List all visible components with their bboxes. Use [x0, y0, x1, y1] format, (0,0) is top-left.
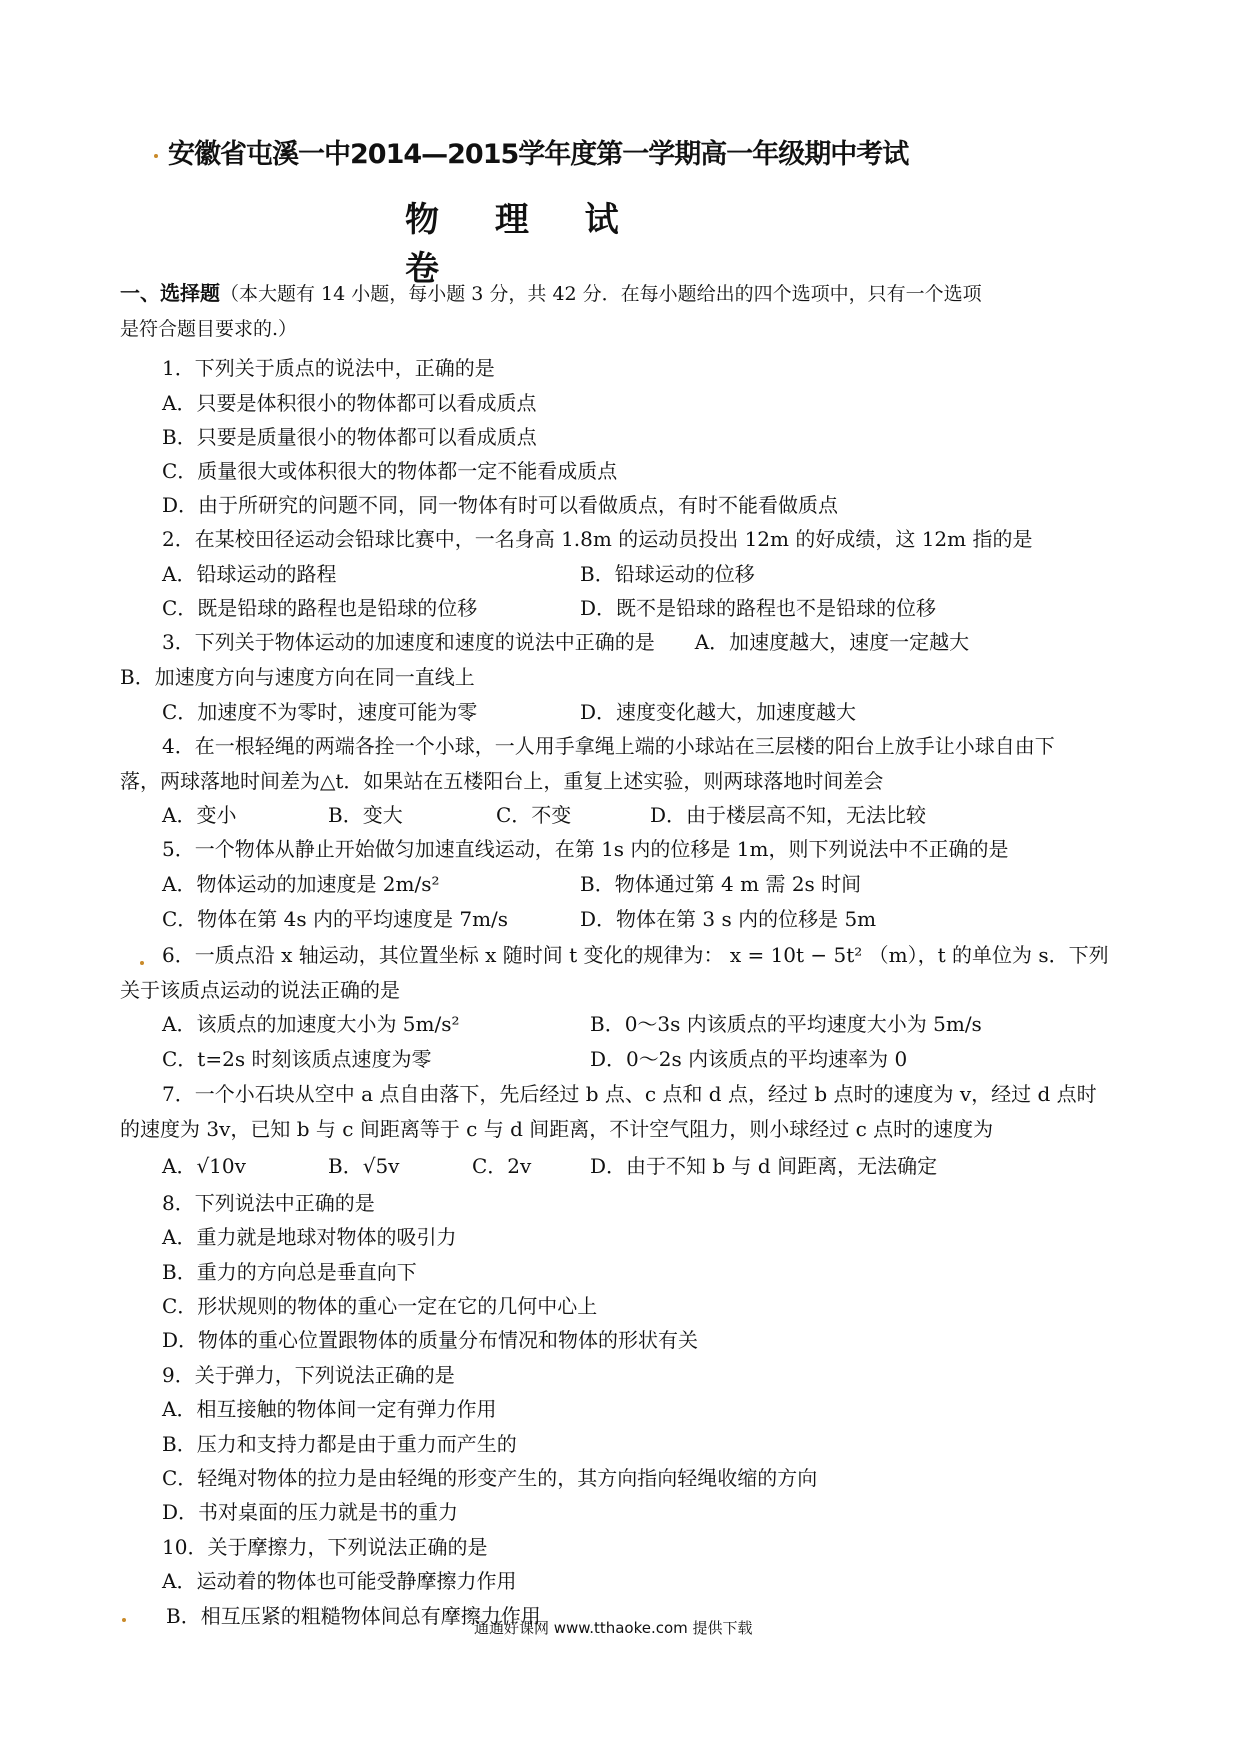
q5-option-a: A．物体运动的加速度是 2m/s² — [162, 872, 440, 896]
q5-option-d: D．物体在第 3 s 内的位移是 5m — [580, 907, 877, 931]
q8-option-d: D．物体的重心位置跟物体的质量分布情况和物体的形状有关 — [162, 1328, 699, 1352]
q8-stem: 8．下列说法中正确的是 — [162, 1191, 375, 1215]
q4-option-d: D．由于楼层高不知，无法比较 — [650, 803, 927, 827]
q9-option-b: B．压力和支持力都是由于重力而产生的 — [162, 1432, 517, 1456]
q9-option-a: A．相互接触的物体间一定有弹力作用 — [162, 1397, 497, 1421]
q1-option-c: C．质量很大或体积很大的物体都一定不能看成质点 — [162, 459, 618, 483]
q9-option-c: C．轻绳对物体的拉力是由轻绳的形变产生的，其方向指向轻绳收缩的方向 — [162, 1466, 818, 1490]
q4-stem-line-1: 4．在一根轻绳的两端各拴一个小球，一人用手拿绳上端的小球站在三层楼的阳台上放手让小球自由下 — [162, 734, 1055, 758]
q6-option-c: C．t=2s 时刻该质点速度为零 — [162, 1047, 432, 1071]
q7-option-d: D．由于不知 b 与 d 间距离，无法确定 — [590, 1154, 938, 1178]
scan-speck — [122, 1618, 126, 1622]
q3-option-c: C．加速度不为零时，速度可能为零 — [162, 700, 478, 724]
q5-stem: 5．一个物体从静止开始做匀加速直线运动，在第 1s 内的位移是 1m，则下列说法中不正确的是 — [162, 837, 1009, 861]
q6-stem-line-2: 关于该质点运动的说法正确的是 — [120, 978, 400, 1002]
section-description-line-1: （本大题有 14 小题，每小题 3 分，共 42 分．在每小题给出的四个选项中，只有一个选项 — [220, 283, 982, 305]
q6-option-d: D．0～2s 内该质点的平均速率为 0 — [590, 1047, 908, 1071]
q9-stem: 9．关于弹力，下列说法正确的是 — [162, 1363, 455, 1387]
q4-option-a: A．变小 — [162, 803, 237, 827]
q2-stem: 2．在某校田径运动会铅球比赛中，一名身高 1.8m 的运动员投出 12m 的好成绩，这 12m 指的是 — [162, 527, 1033, 551]
q5-option-b: B．物体通过第 4 m 需 2s 时间 — [580, 872, 862, 896]
q1-option-d: D．由于所研究的问题不同，同一物体有时可以看做质点，有时不能看做质点 — [162, 493, 839, 517]
q3-option-d: D．速度变化越大，加速度越大 — [580, 700, 857, 724]
section-description-line-2: 是符合题目要求的.） — [120, 318, 298, 340]
q8-option-b: B．重力的方向总是垂直向下 — [162, 1260, 417, 1284]
scan-speck — [140, 961, 144, 965]
q10-option-b: B．相互压紧的粗糙物体间总有摩擦力作用 — [166, 1604, 541, 1628]
q2-option-d: D．既不是铅球的路程也不是铅球的位移 — [580, 596, 937, 620]
q6-stem-line-1: 6．一质点沿 x 轴运动，其位置坐标 x 随时间 t 变化的规律为： x = 10t − 5t² （m），t 的单位为 s．下列 — [162, 943, 1109, 967]
q1-option-a: A．只要是体积很小的物体都可以看成质点 — [162, 391, 537, 415]
q1-stem: 1．下列关于质点的说法中，正确的是 — [162, 356, 495, 380]
q7-option-a: A．√10v — [162, 1154, 246, 1178]
exam-subtitle: 物 理 试 卷 — [405, 200, 641, 289]
q7-stem-line-2: 的速度为 3v，已知 b 与 c 间距离等于 c 与 d 间距离，不计空气阻力，则小球经过 c 点时的速度为 — [120, 1117, 994, 1141]
q2-option-b: B．铅球运动的位移 — [580, 562, 755, 586]
q8-option-a: A．重力就是地球对物体的吸引力 — [162, 1225, 457, 1249]
q7-option-b: B．√5v — [328, 1154, 400, 1178]
q10-option-a: A．运动着的物体也可能受静摩擦力作用 — [162, 1569, 517, 1593]
exam-title: 安徽省屯溪一中2014—2015学年度第一学期高一年级期中考试 — [168, 139, 909, 170]
q4-option-b: B．变大 — [328, 803, 403, 827]
q7-option-c: C．2v — [472, 1154, 532, 1178]
q5-option-c: C．物体在第 4s 内的平均速度是 7m/s — [162, 907, 509, 931]
q2-option-c: C．既是铅球的路程也是铅球的位移 — [162, 596, 478, 620]
q2-option-a: A．铅球运动的路程 — [162, 562, 337, 586]
scan-speck — [154, 154, 158, 158]
q4-option-c: C．不变 — [496, 803, 572, 827]
q3-stem: 3．下列关于物体运动的加速度和速度的说法中正确的是 A．加速度越大，速度一定越大 — [162, 630, 970, 654]
q7-stem-line-1: 7．一个小石块从空中 a 点自由落下，先后经过 b 点、c 点和 d 点，经过 b 点时的速度为 v，经过 d 点时 — [162, 1082, 1097, 1106]
section-label: 一、选择题 — [120, 281, 220, 305]
q3-option-b: B．加速度方向与速度方向在同一直线上 — [120, 665, 475, 689]
footer-source-note: 通通好课网 www.tthaoke.com 提供下载 — [474, 1619, 753, 1637]
q1-option-b: B．只要是质量很小的物体都可以看成质点 — [162, 425, 537, 449]
q10-stem: 10．关于摩擦力，下列说法正确的是 — [162, 1535, 488, 1559]
q6-option-a: A．该质点的加速度大小为 5m/s² — [162, 1012, 460, 1036]
q9-option-d: D．书对桌面的压力就是书的重力 — [162, 1500, 459, 1524]
q4-stem-line-2: 落，两球落地时间差为△t．如果站在五楼阳台上，重复上述实验，则两球落地时间差会 — [120, 769, 884, 793]
q8-option-c: C．形状规则的物体的重心一定在它的几何中心上 — [162, 1294, 598, 1318]
section-header — [120, 276, 1140, 347]
q6-option-b: B．0～3s 内该质点的平均速度大小为 5m/s — [590, 1012, 982, 1036]
